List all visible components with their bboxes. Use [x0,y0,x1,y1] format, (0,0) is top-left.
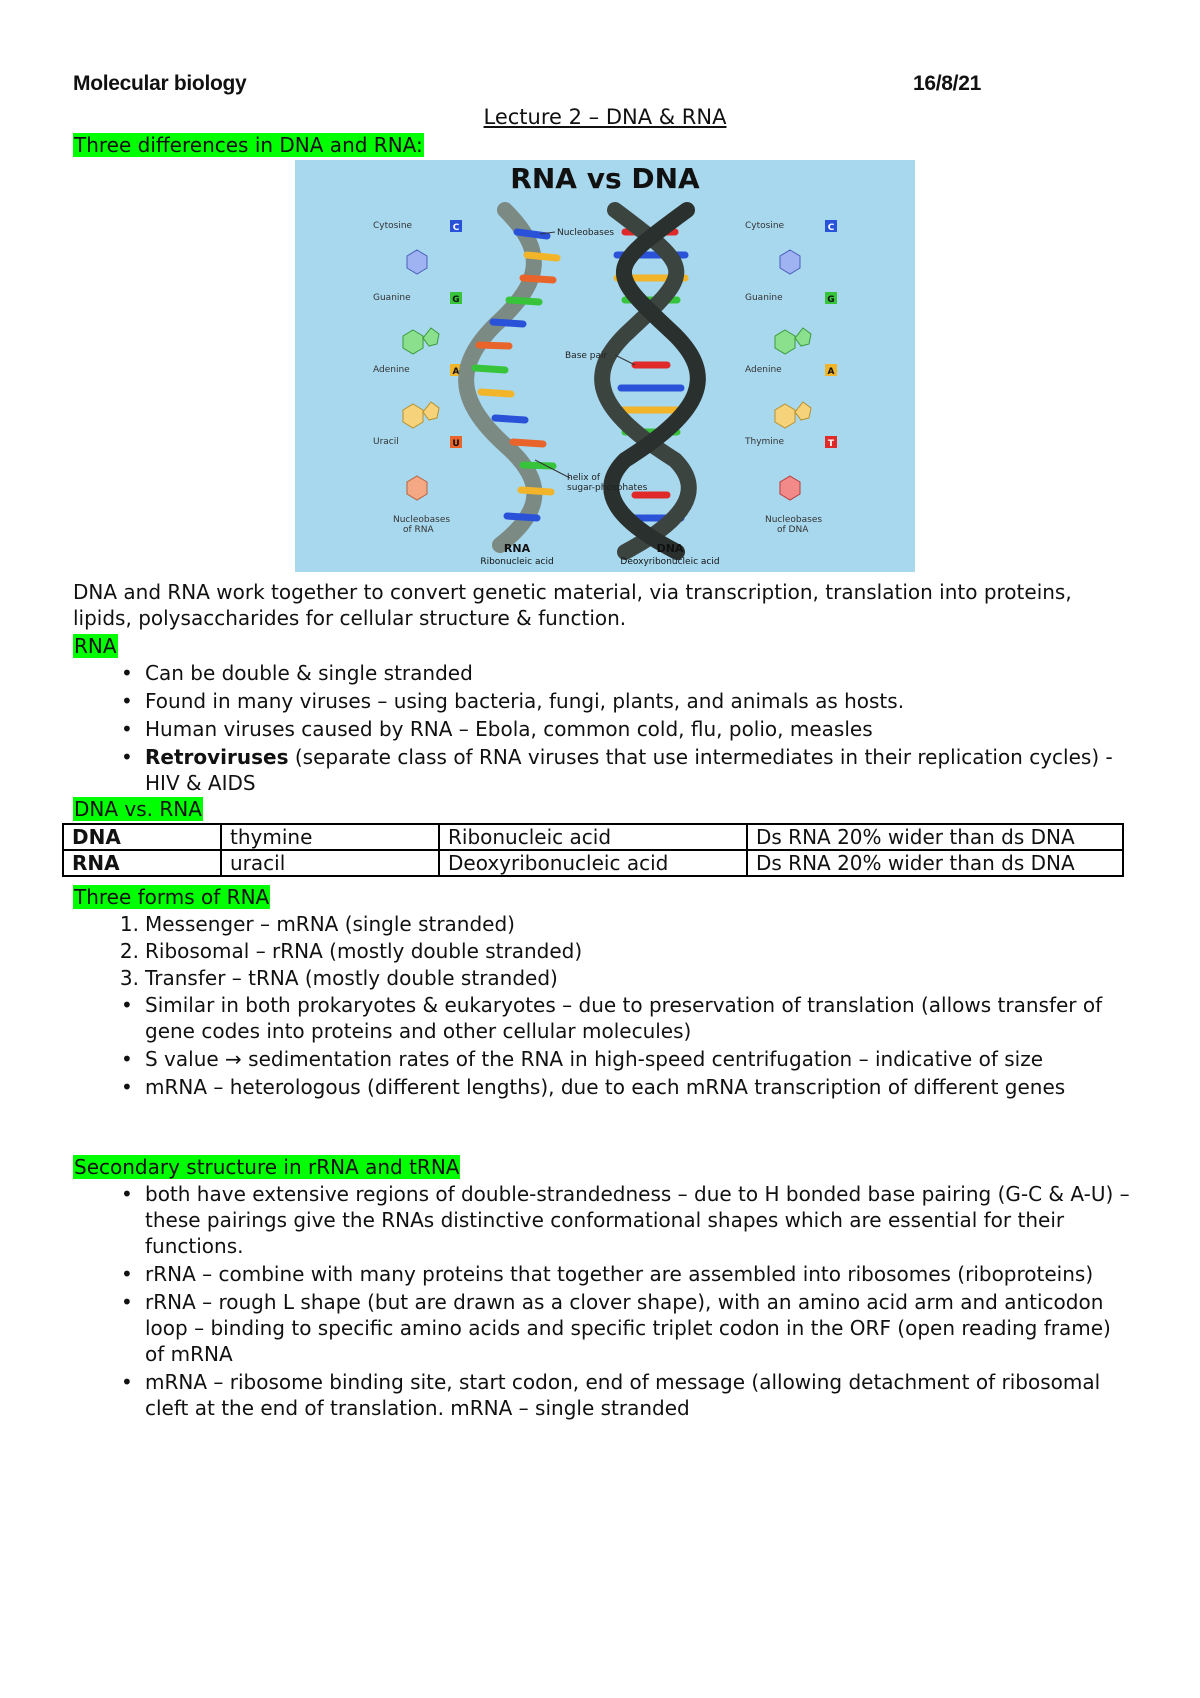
table-cell: RNA [63,850,221,876]
figure-title: RNA vs DNA [510,162,700,195]
list-item: • rRNA – rough L shape (but are drawn as a clover shape), with an amino acid arm and anticodon loop – binding to specific amino acids and specific triplet codon in the ORF (open reading frame) of mRNA [73,1289,1133,1367]
list-item: • Human viruses caused by RNA – Ebola, common cold, flu, polio, measles [73,716,1133,742]
left-letter-u: U [452,439,460,449]
list-item: 3. Transfer – tRNA (mostly double stranded) [119,966,558,990]
dna-sublabel: Deoxyribonucleic acid [620,557,720,567]
left-letter-a: A [452,367,460,377]
forms-bullet-list [73,992,1133,1100]
rna-vs-dna-figure [295,160,915,572]
right-caption-2: of DNA [777,525,809,535]
left-base-adenine: Adenine [373,365,410,375]
table-row [63,850,1123,876]
lecture-title: Lecture 2 – DNA & RNA [483,105,727,129]
list-item: • both have extensive regions of double-strandedness – due to H bonded base pairing (G-C & A-U) – these pairings give the RNAs distinctive conformational shapes which are essential for their functions. [73,1181,1133,1259]
list-item: • mRNA – heterologous (different lengths), due to each mRNA transcription of different genes [73,1074,1133,1100]
secondary-heading: Secondary structure in rRNA and tRNA [74,1155,460,1179]
table-cell: Ribonucleic acid [439,824,747,850]
table-cell: Deoxyribonucleic acid [439,850,747,876]
rna-label: RNA [503,542,531,555]
dna-rna-table [62,823,1124,877]
list-item: 2. Ribosomal – rRNA (mostly double stranded) [119,939,583,963]
rna-heading: RNA [74,634,117,658]
label-helix-2: sugar-phosphates [567,483,648,493]
label-nucleobases: Nucleobases [557,228,615,238]
left-letter-g: G [452,295,460,305]
rna-list [73,660,1133,796]
left-base-cytosine: Cytosine [373,221,413,231]
table-heading: DNA vs. RNA [74,797,202,821]
secondary-bullet-list [73,1181,1133,1421]
right-caption-1: Nucleobases [765,515,823,525]
left-letter-c: C [452,223,460,233]
right-base-thymine: Thymine [745,437,785,447]
table-cell: Ds RNA 20% wider than ds DNA [747,824,1123,850]
table-cell: uracil [221,850,439,876]
right-base-adenine: Adenine [745,365,782,375]
forms-heading: Three forms of RNA [74,885,270,909]
table-cell: Ds RNA 20% wider than ds DNA [747,850,1123,876]
dna-label: DNA [656,542,684,555]
left-base-guanine: Guanine [373,293,411,303]
right-letter-g: G [827,295,835,305]
table-row [63,824,1123,850]
forms-numbered-list [73,911,1133,991]
table-cell: thymine [221,824,439,850]
label-helix-1: helix of [567,473,601,483]
list-item-retroviruses: • Retroviruses (separate class of RNA viruses that use intermediates in their replication cycles) - HIV & AIDS [73,744,1133,796]
list-item: • mRNA – ribosome binding site, start codon, end of message (allowing detachment of ribosomal cleft at the end of translation. mRNA – single stranded [73,1369,1133,1421]
list-item: • S value → sedimentation rates of the RNA in high-speed centrifugation – indicative of size [73,1046,1133,1072]
left-caption-1: Nucleobases [393,515,451,525]
rna-sublabel: Ribonucleic acid [480,557,554,567]
table-cell: DNA [63,824,221,850]
right-base-cytosine: Cytosine [745,221,785,231]
left-base-uracil: Uracil [373,437,399,447]
label-base-pair: Base pair [565,351,608,361]
section-heading-differences: Three differences in DNA and RNA: [74,133,423,157]
list-item: • Similar in both prokaryotes & eukaryotes – due to preservation of translation (allows transfer of gene codes into proteins and other cellular molecules) [73,992,1133,1044]
list-item: 1. Messenger – mRNA (single stranded) [119,912,515,936]
right-letter-c: C [827,223,835,233]
right-letter-a: A [827,367,835,377]
list-item: • Can be double & single stranded [73,660,1133,686]
course-name: Molecular biology [73,72,247,95]
lecture-date: 16/8/21 [913,72,981,95]
left-caption-2: of RNA [403,525,434,535]
list-item: • rRNA – combine with many proteins that together are assembled into ribosomes (riboproteins) [73,1261,1133,1287]
right-base-guanine: Guanine [745,293,783,303]
right-letter-t: T [827,439,835,449]
intro-paragraph: DNA and RNA work together to convert genetic material, via transcription, translation into proteins, lipids, polysaccharides for cellular structure & function. [73,580,1072,630]
list-item: • Found in many viruses – using bacteria, fungi, plants, and animals as hosts. [73,688,1133,714]
